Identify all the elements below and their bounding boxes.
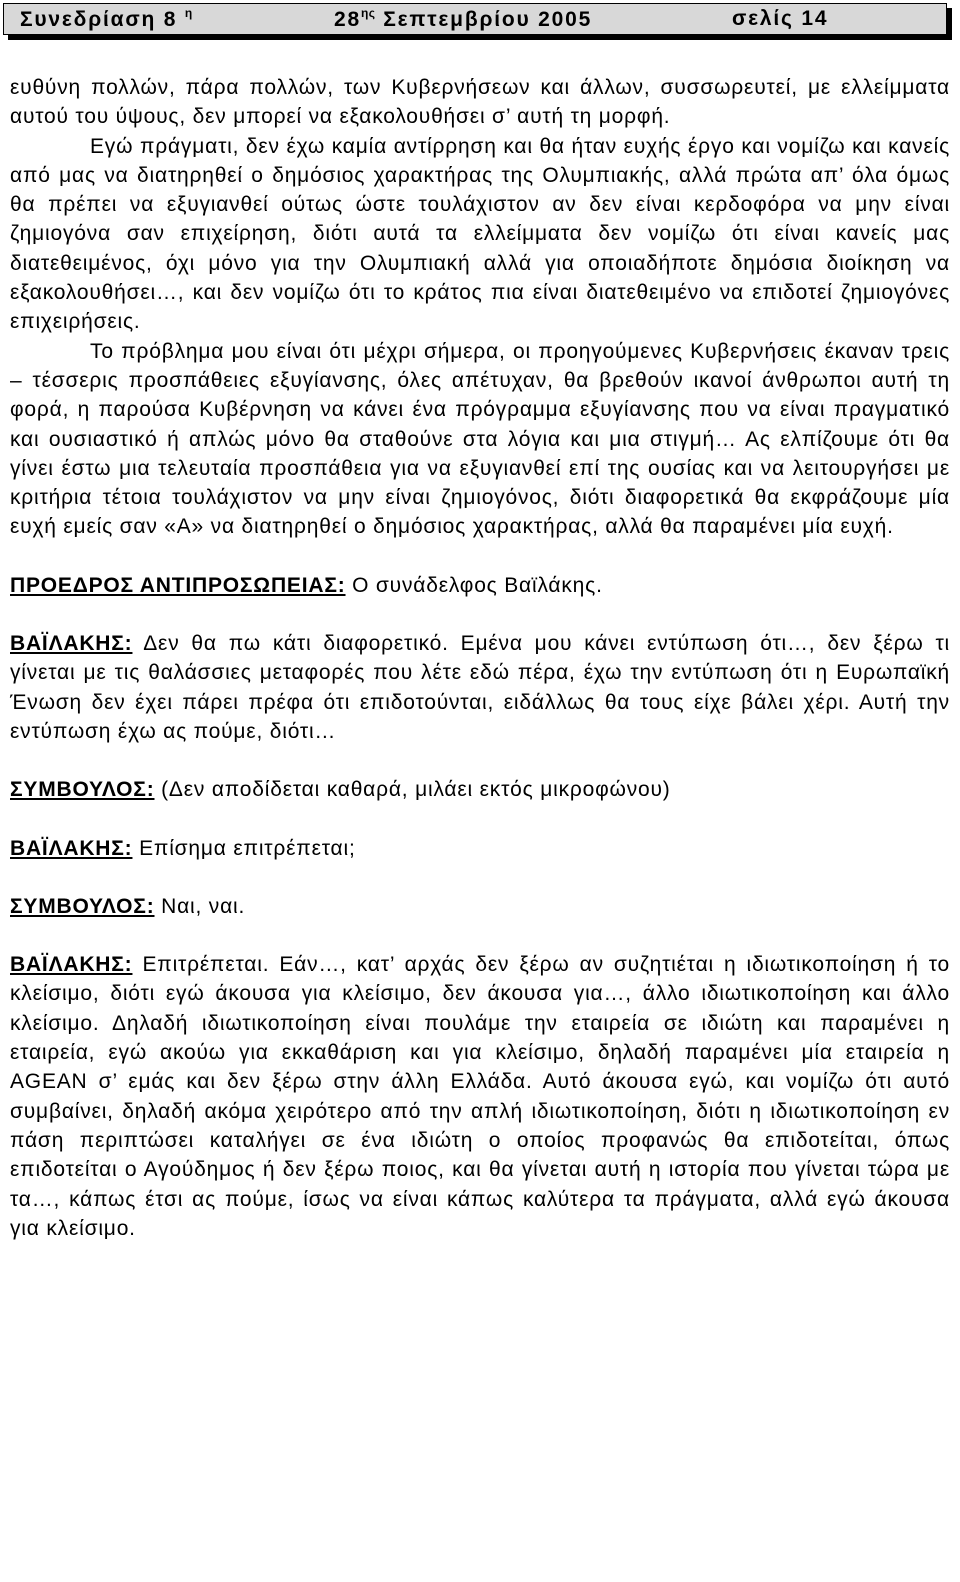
speech-text: Ναι, ναι. [161,894,246,918]
speaker-paragraph [10,629,950,746]
session-ordinal: η [184,6,193,20]
speaker-name: ΒΑΪΛΑΚΗΣ: [10,953,133,977]
speech-text: Ο συνάδελφος Βαϊλάκης. [352,573,603,597]
speaker-name: ΣΥΜΒΟΥΛΟΣ: [10,778,155,802]
paragraph: Εγώ πράγματι, δεν έχω καμία αντίρρηση και θα ήταν ευχής έργο και νομίζω και κανείς από μας να διατηρηθεί ο δημόσιος χαρακτήρας της Ολυμπιακής, αλλά πρώτα απ’ όλα όμως θα πρέπει να εξυγιανθεί ούτως ώστε τουλάχιστον αν δεν είναι κερδοφόρα να μην είναι ζημιογόνα σαν επιχείρηση, διότι αυτά τα ελλείμματα δεν νομίζω ότι είναι κανείς μας διατεθειμένος, όχι μόνο για την Ολυμπιακή αλλά για οποιαδήποτε δημόσια διοίκηση να εξακολουθήσει…, και δεν νομίζω ότι το κράτος πια είναι διατεθειμένο να επιδοτεί ζημιογόνες επιχειρήσεις. [10,134,950,334]
speech-text: Επίσημα επιτρέπεται; [139,836,356,860]
speaker-name: ΒΑΪΛΑΚΗΣ: [10,632,133,656]
speaker-name: ΠΡΟΕΔΡΟΣ ΑΝΤΙΠΡΟΣΩΠΕΙΑΣ: [10,573,346,597]
date-ordinal: ης [360,6,376,20]
transcript-body [10,73,950,1243]
page-header [3,3,947,35]
speech-text: Δεν θα πω κάτι διαφορετικό. Εμένα μου κάνει εντύπωση ότι…, δεν ξέρω τι γίνεται με τις θαλάσσιες μεταφορές που λέτε εδώ πέρα, έχω την εντύπωση ότι η Ευρωπαϊκή Ένωση δεν έχει πάρει πρέφα ότι επιδοτούνται, ειδάλλως θα τους είχε βάλει χέρι. Αυτή την εντύπωση έχω ας πούμε, διότι… [10,632,951,743]
speaker-name: ΒΑΪΛΑΚΗΣ: [10,836,133,860]
speaker-paragraph [10,834,950,863]
speaker-paragraph [10,950,950,1243]
speech-text: (Δεν αποδίδεται καθαρά, μιλάει εκτός μικροφώνου) [161,778,671,802]
speech-text: Επιτρέπεται. Εάν…, κατ’ αρχάς δεν ξέρω αν συζητιέται η ιδιωτικοποίηση ή το κλείσιμο, διότι εγώ άκουσα για κλείσιμο, δεν άκουσα για…, άλλο ιδιωτικοποίηση και άλλο κλείσιμο. Δηλαδή ιδιωτικοποίηση είναι πουλάμε την εταιρεία σε ιδιώτη και παραμένει η εταιρεία, εγώ ακούω για εκκαθάριση και για κλείσιμο, δηλαδή παραμένει μία εταιρεία η AGEAN σ’ εμάς και δεν ξέρω στην άλλη Ελλάδα. Αυτό άκουσα εγώ, και νομίζω ότι αυτό συμβαίνει, δηλαδή ακόμα χειρότερο από την απλή ιδιωτικοποίηση, διότι η ιδιωτικοποίηση εν πάση περιπτώσει καταλήγει σε ένα ιδιώτη ο οποίος προφανώς θα επιδοτείται, όπως επιδοτείται ο Αγούδημος ή δεν ξέρω ποιος, και θα γίνεται αυτή η ιστορία που γίνεται τώρα με τα…, κάπως έτσι ας πούμε, ίσως να είναι κάπως καλύτερα τα πράγματα, αλλά εγώ άκουσα για κλείσιμο. [10,953,950,1240]
paragraph-continuation: ευθύνη πολλών, πάρα πολλών, των Κυβερνήσεων και άλλων, συσσωρευτεί, με ελλείμματα αυτού του ύψους, δεν μπορεί να εξακολουθήσει σ’ αυτή τη μορφή. [10,76,950,129]
paragraph: Το πρόβλημα μου είναι ότι μέχρι σήμερα, οι προηγούμενες Κυβερνήσεις έκαναν τρεις – τέσσερις προσπάθειες εξυγίανσης, όλες απέτυχαν, θα βρεθούν ικανοί άνθρωποι αυτή τη φορά, η παρούσα Κυβέρνηση να κάνει ένα πρόγραμμα εξυγίανσης που να είναι πραγματικό και ουσιαστικό ή απλώς μόνο θα σταθούνε στα λόγια και μια στιγμή… Ας ελπίζουμε ότι θα γίνει έστω μια τελευταία προσπάθεια για να εξυγιανθεί επί της ουσίας και να λειτουργήσει με κριτήρια τέτοια τουλάχιστον να μην είναι ζημιογόνος, διότι διαφορετικά θα εκφράζουμε μία ευχή εμείς σαν «Α» να διατηρηθεί ο δημόσιος χαρακτήρας, αλλά θα παραμένει μία ευχή. [10,339,950,539]
session-label [20,6,193,32]
speaker-paragraph [10,775,950,804]
session-date [334,6,592,32]
session-text: Συνεδρίαση 8 [20,8,178,31]
speaker-name: ΣΥΜΒΟΥΛΟΣ: [10,894,155,918]
speaker-paragraph [10,571,950,600]
date-day: 28 [334,8,361,31]
page-number: σελίς 14 [732,7,829,30]
speaker-paragraph [10,892,950,921]
date-month-year: Σεπτεμβρίου 2005 [383,8,593,31]
